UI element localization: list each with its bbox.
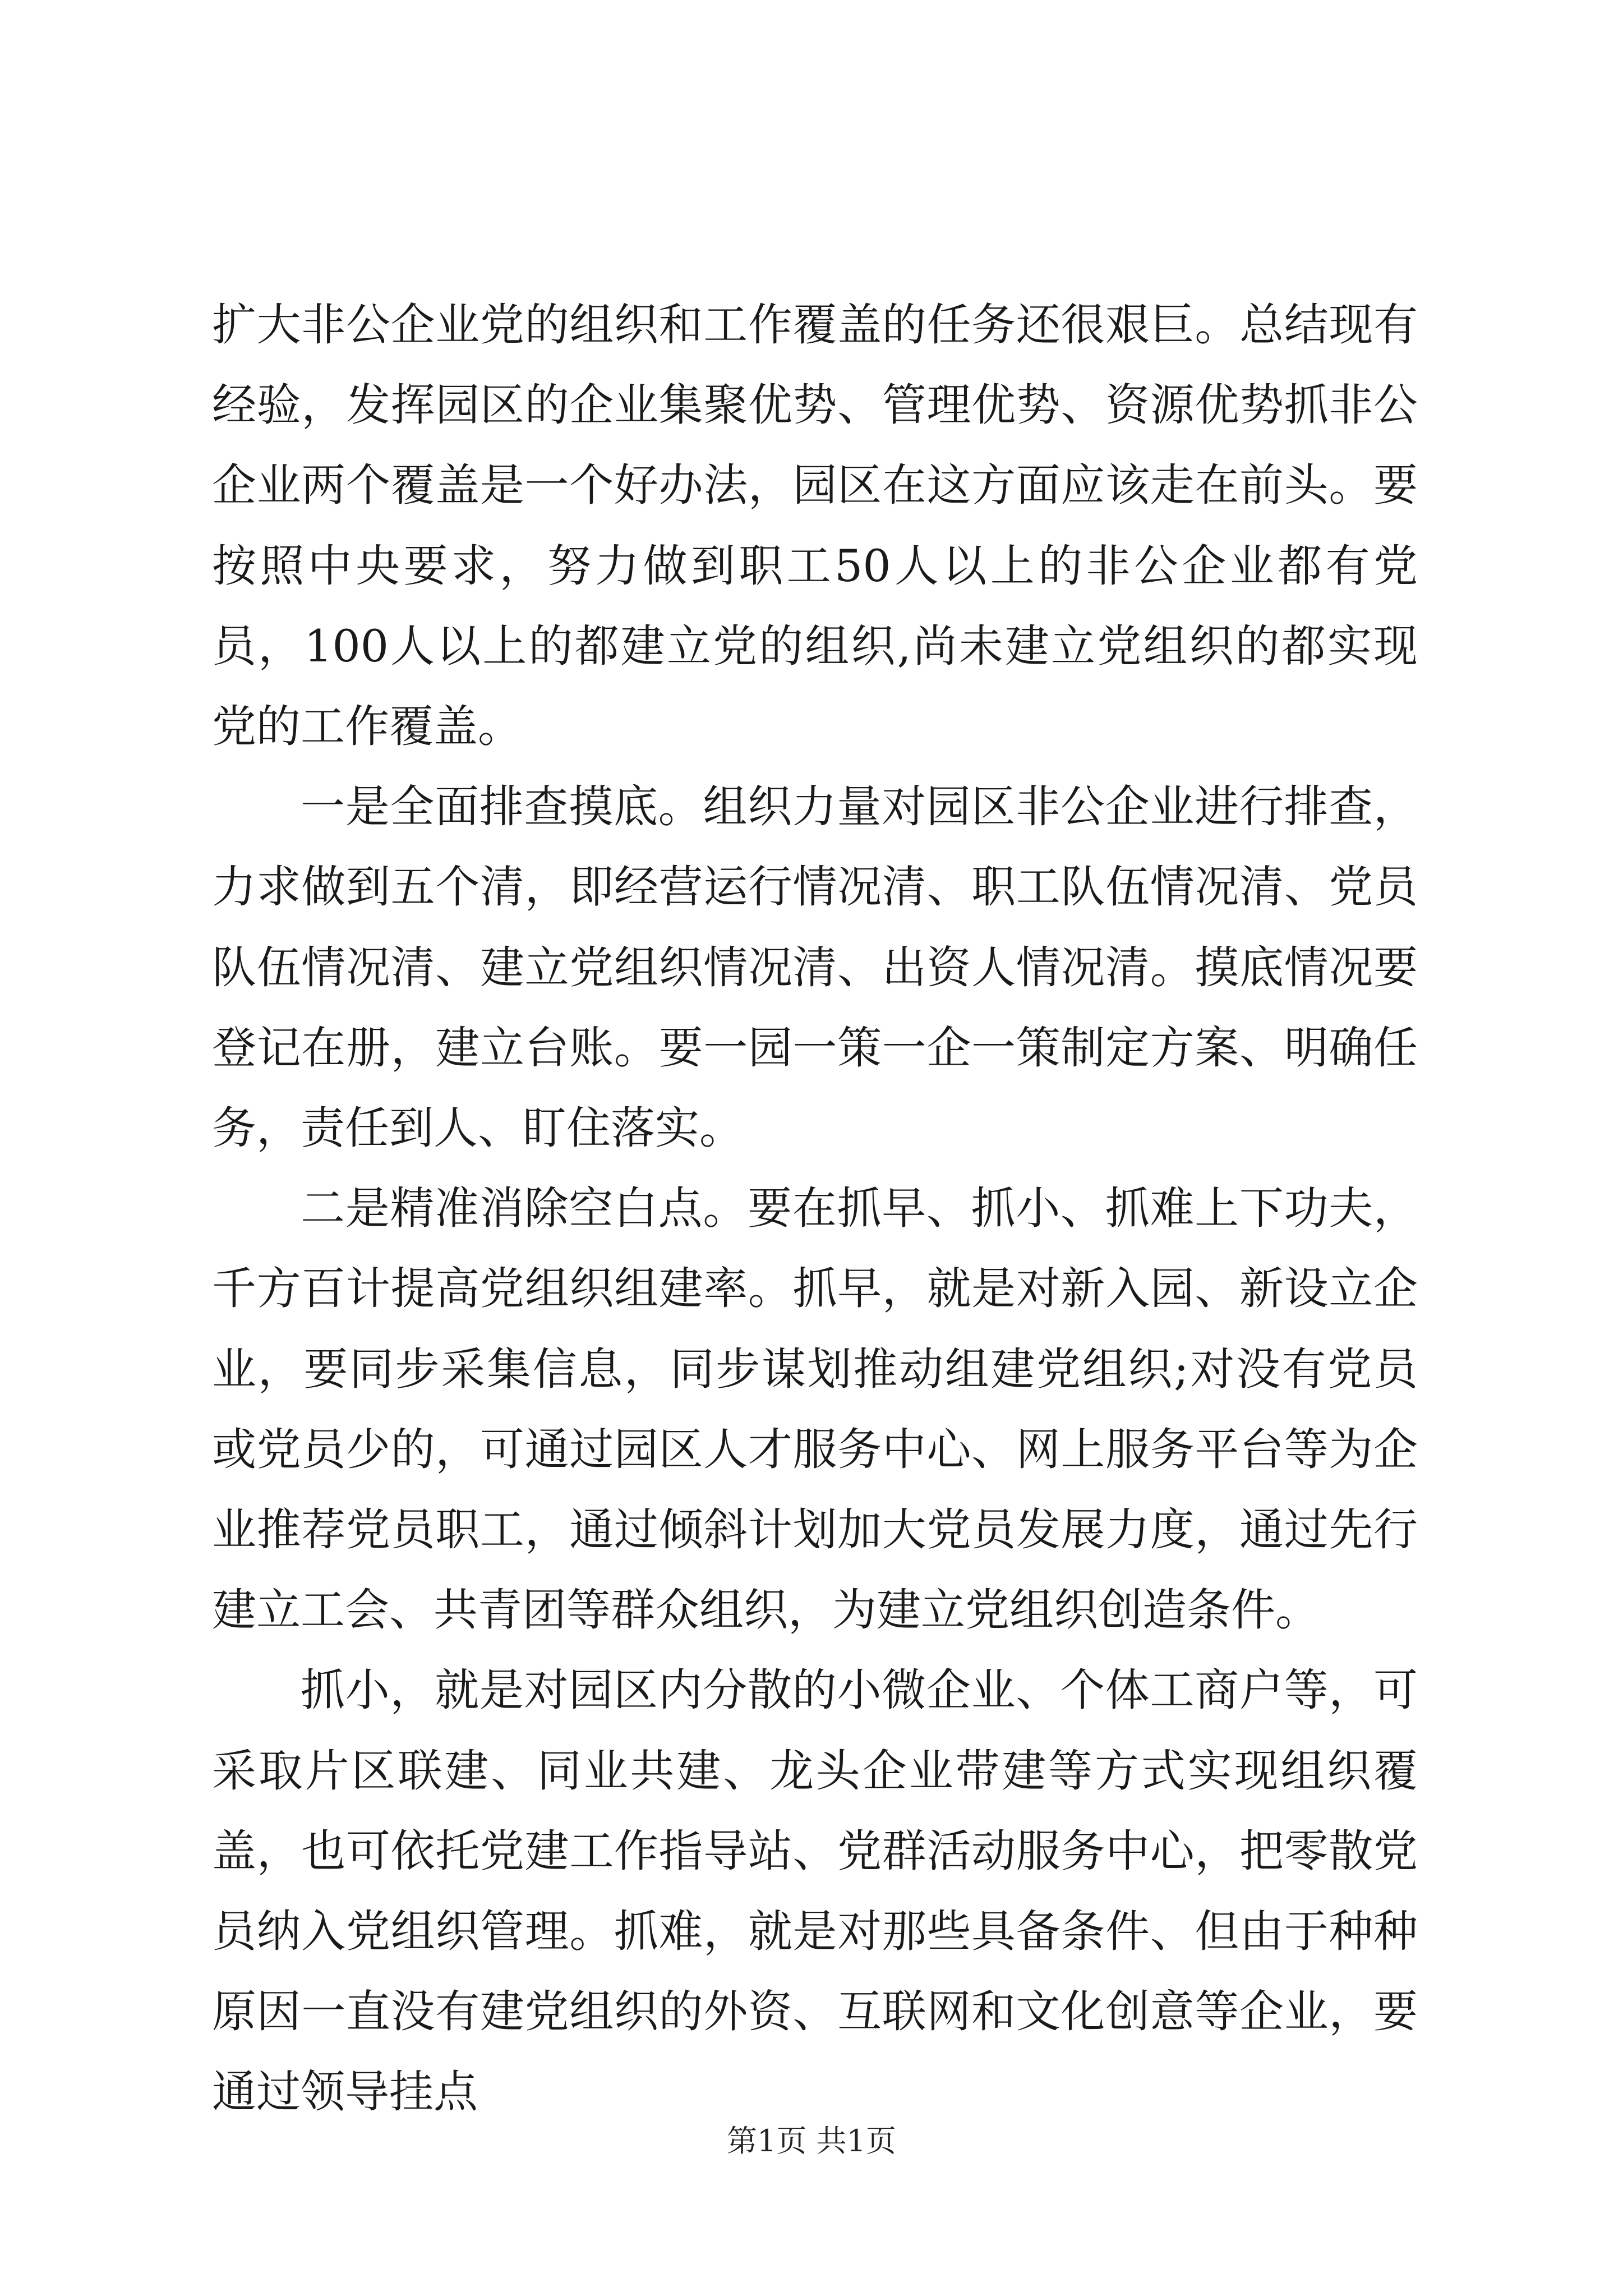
- page-footer: [0, 2122, 1623, 2161]
- paragraph-2: 一是全面排查摸底。组织力量对园区非公企业进行排查，力求做到五个清，即经营运行情况清、职工队伍情况清、党员队伍情况清、建立党组织情况清、出资人情况清。摸底情况要登记在册，建立台账。要一园一策一企一策制定方案、明确任务，责任到人、盯住落实。: [212, 781, 1418, 1154]
- page-number-label: 第1页 共1页: [727, 2123, 896, 2159]
- paragraph-3: 二是精准消除空白点。要在抓早、抓小、抓难上下功夫，千方百计提高党组织组建率。抓早，就是对新入园、新设立企业，要同步采集信息，同步谋划推动组建党组织;对没有党员或党员少的，可通过园区人才服务中心、网上服务平台等为企业推荐党员职工，通过倾斜计划加大党员发展力度，通过先行建立工会、共青团等群众组织，为建立党组织创造条件。: [212, 1182, 1418, 1636]
- paragraph-1: 扩大非公企业党的组织和工作覆盖的任务还很艰巨。总结现有经验，发挥园区的企业集聚优势、管理优势、资源优势抓非公企业两个覆盖是一个好办法，园区在这方面应该走在前头。要按照中央要求，努力做到职工50人以上的非公企业都有党员，100人以上的都建立党的组织,尚未建立党组织的都实现党的工作覆盖。: [212, 299, 1418, 753]
- document-body: [212, 285, 1418, 2133]
- paragraph-4: 抓小，就是对园区内分散的小微企业、个体工商户等，可采取片区联建、同业共建、龙头企业带建等方式实现组织覆盖，也可依托党建工作指导站、党群活动服务中心，把零散党员纳入党组织管理。抓难，就是对那些具备条件、但由于种种原因一直没有建党组织的外资、互联网和文化创意等企业，要通过领导挂点: [212, 1664, 1418, 2118]
